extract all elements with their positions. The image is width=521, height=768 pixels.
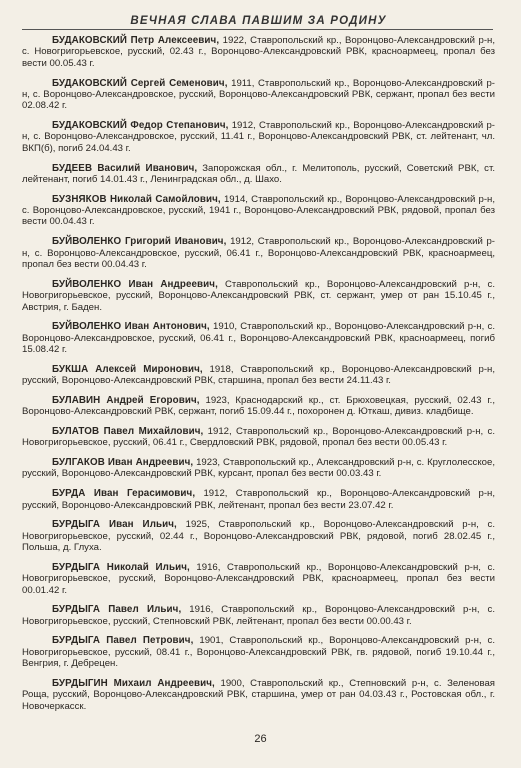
list-item xyxy=(22,163,495,186)
list-item xyxy=(22,321,495,355)
person-details: Запорожская обл., г. Мелитополь, русский, Советский РВК, ст. лейтенант, погиб 14.01.43 г., Ленинградская обл., д. Шахо. xyxy=(22,162,495,185)
person-name: БУЙВОЛЕНКО Иван Антонович, xyxy=(52,321,210,333)
list-item xyxy=(22,426,495,449)
list-item xyxy=(22,194,495,228)
person-name: БУРДЫГА Иван Ильич, xyxy=(52,519,177,531)
person-details: 1912, Ставропольский кр., Воронцово-Александровский р-н, с. Новогригорьевское, русский, 06.41 г., Свердловский РВК, рядовой, пропал без вести 00.05.43 г. xyxy=(22,425,495,449)
person-name: БУЗНЯКОВ Николай Самойлович, xyxy=(52,193,221,205)
list-item xyxy=(22,457,495,480)
list-item xyxy=(22,236,495,270)
person-details: Ставропольский кр., Воронцово-Александровский р-н, с. Новогригорьевское, русский, Воронцово-Александровский РВК, ст. сержант, умер от ран 15.10.45 г., Австрия, г. Баден. xyxy=(22,278,496,313)
person-name: БУЛАВИН Андрей Егорович, xyxy=(52,394,200,406)
person-name: БУРДЫГА Павел Ильич, xyxy=(52,604,182,616)
list-item xyxy=(22,35,495,69)
person-details: 1910, Ставропольский кр., Воронцово-Александровский р-н, с. Воронцово-Александровское, русский, 06.41 г., Воронцово-Александровский РВК, красноармеец, погиб 15.08.42 г. xyxy=(22,321,495,356)
person-name: БУЙВОЛЕНКО Григорий Иванович, xyxy=(52,236,227,248)
list-item xyxy=(22,604,495,627)
entries-list xyxy=(22,35,495,712)
list-item xyxy=(22,488,495,511)
person-name: БУДАКОВСКИЙ Федор Степанович, xyxy=(52,120,229,132)
list-item xyxy=(22,519,495,553)
person-name: БУРДЫГА Николай Ильич, xyxy=(52,561,190,573)
person-name: БУЛАТОВ Павел Михайлович, xyxy=(52,425,204,437)
person-details: 1901, Ставропольский кр., Воронцово-Александровский р-н, с. Новогригорьевское, русский, 08.41 г., Воронцово-Александровский РВК, гв. рядовой, погиб 19.10.44 г., Венгрия, г. Дебрецен. xyxy=(22,635,495,670)
list-item xyxy=(22,678,495,712)
header-rule xyxy=(22,29,493,30)
person-details: 1923, Краснодарский кр., ст. Брюховецкая, русский, 02.43 г., Воронцово-Александровский РВК, сержант, погиб 15.09.44 г., похоронен д. Юткаш, дивиз. кладбище. xyxy=(22,394,495,418)
person-details: 1912, Ставропольский кр., Воронцово-Александровский р-н, русский, Воронцово-Александровский РВК, лейтенант, пропал без вести 23.07.42 г. xyxy=(22,488,495,511)
list-item xyxy=(22,635,495,669)
page-number: 26 xyxy=(254,733,267,745)
person-details: 1925, Ставропольский кр., Воронцово-Александровский р-н, с. Новогригорьевское, русский, 02.44 г., Воронцово-Александровский РВК, рядовой, погиб 28.02.45 г., Польша, д. Глуха. xyxy=(22,519,495,554)
person-name: БУКША Алексей Миронович, xyxy=(52,363,203,375)
person-name: БУРДА Иван Герасимович, xyxy=(52,488,196,500)
list-item xyxy=(22,279,495,313)
person-name: БУЛГАКОВ Иван Андреевич, xyxy=(52,457,194,469)
list-item xyxy=(22,78,495,112)
list-item xyxy=(22,562,495,596)
person-details: 1916, Ставропольский кр., Воронцово-Александровский р-н, с. Новогригорьевское, русский, Степновский РВК, лейтенант, пропал без вести 00.00.43 г. xyxy=(22,604,495,627)
running-header: ВЕЧНАЯ СЛАВА ПАВШИМ ЗА РОДИНУ xyxy=(130,15,387,27)
list-item xyxy=(22,364,495,387)
list-item xyxy=(22,395,495,418)
person-details: 1918, Ставропольский кр., Воронцово-Александровский р-н, русский, Воронцово-Александровский РВК, старшина, пропал без вести 24.11.43 г. xyxy=(22,363,495,387)
person-details: 1911, Ставропольский кр., Воронцово-Александровский р-н, с. Воронцово-Александровское, русский, Воронцово-Александровский РВК, сержант, пропал без вести 02.08.42 г. xyxy=(22,77,496,112)
person-details: 1912, Ставропольский кр., Воронцово-Александровский р-н, с. Воронцово-Александровское, русский, 11.41 г., Воронцово-Александровский РВК, ст. лейтенант, чл. ВКП(б), погиб 24.04.43 г. xyxy=(22,120,495,154)
person-details: 1900, Ставропольский кр., Степновский р-н, с. Зеленовая Роща, русский, Воронцово-Александровский РВК, старшина, умер от ран 04.03.43 г., Ростовская обл., г. Новочеркасск. xyxy=(22,677,495,712)
person-details: 1912, Ставропольский кр., Воронцово-Александровский р-н, с. Воронцово-Александровское, русский, 06.41 г., Воронцово-Александровский РВК, красноармеец, пропал без вести 00.04.43 г. xyxy=(22,236,495,270)
person-name: БУЙВОЛЕНКО Иван Андреевич, xyxy=(52,278,218,290)
person-details: 1922, Ставропольский кр., Воронцово-Александровский р-н, с. Новогригорьевское, русский, 02.43 г., Воронцово-Александровский РВК, красноармеец, пропал без вести 00.05.43 г. xyxy=(22,35,495,69)
person-name: БУДАКОВСКИЙ Петр Алексеевич, xyxy=(52,35,220,46)
person-name: БУРДЫГИН Михаил Андреевич, xyxy=(52,677,215,689)
list-item xyxy=(22,120,495,154)
person-details: 1914, Ставропольский кр., Воронцово-Александровский р-н, с. Воронцово-Александровское, русский, 1941 г., Воронцово-Александровский РВК, рядовой, пропал без вести 00.04.43 г. xyxy=(22,193,495,228)
person-details: 1923, Ставропольский кр., Александровский р-н, с. Круглолесское, русский, Воронцово-Александровский РВК, курсант, пропал без вести 00.03.43 г. xyxy=(22,457,495,480)
person-name: БУДЕЕВ Василий Иванович, xyxy=(52,162,198,174)
person-name: БУДАКОВСКИЙ Сергей Семенович, xyxy=(52,77,228,89)
person-name: БУРДЫГА Павел Петрович, xyxy=(52,635,194,647)
person-details: 1916, Ставропольский кр., Воронцово-Александровский р-н, с. Новогригорьевское, русский, Воронцово-Александровский РВК, красноармеец, пропал без вести 00.01.42 г. xyxy=(22,561,495,596)
